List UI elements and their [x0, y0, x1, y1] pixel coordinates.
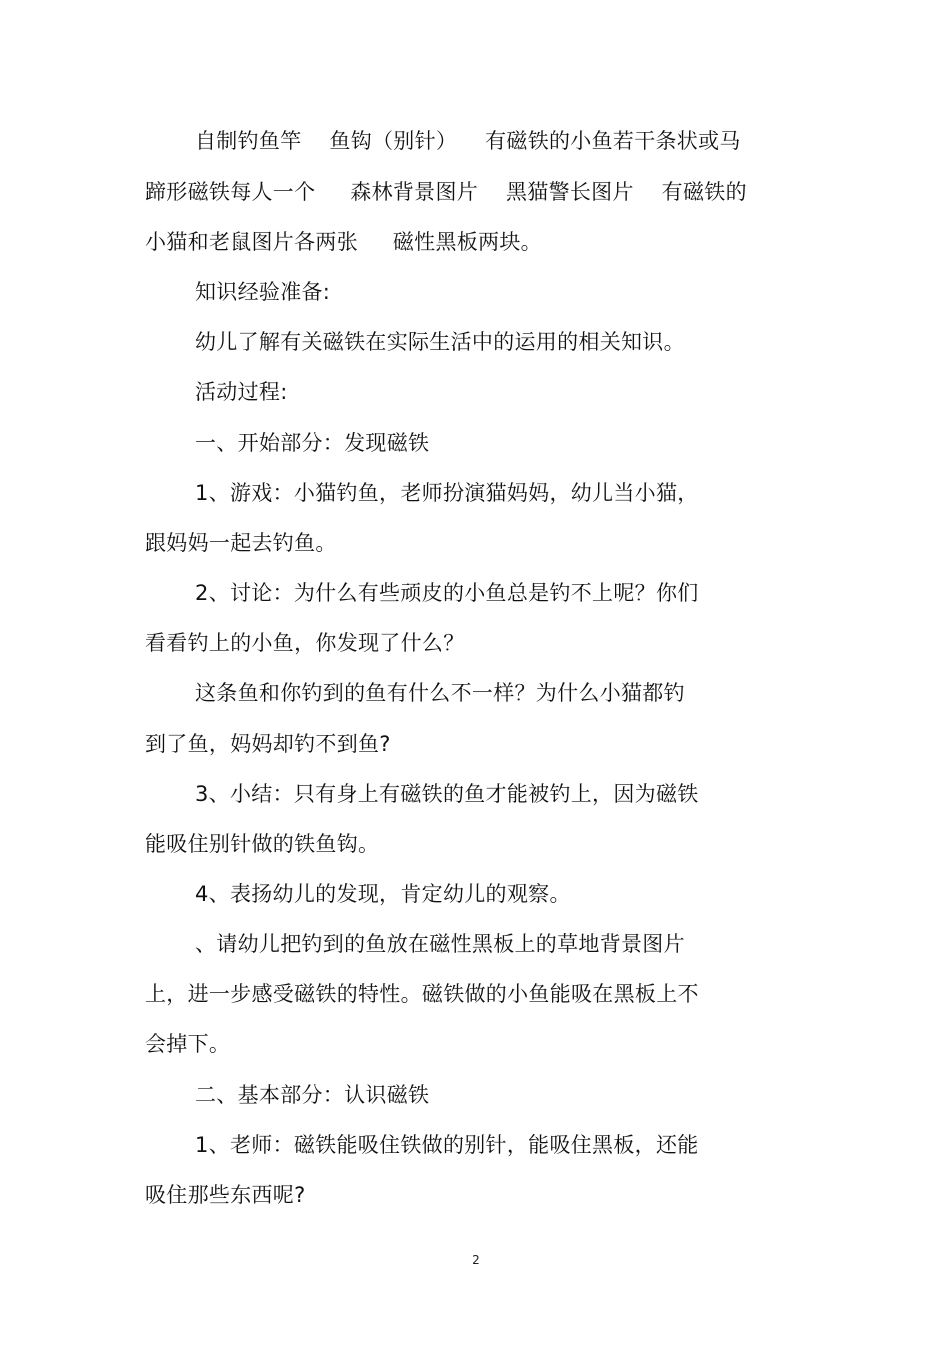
text-line-20: 二、基本部分：认识磁铁 — [195, 1083, 430, 1107]
text-line-9: 跟妈妈一起去钓鱼。 — [145, 531, 337, 555]
text-line-10: 2、讨论：为什么有些顽皮的小鱼总是钓不上呢？你们 — [195, 581, 699, 605]
text-line-11: 看看钓上的小鱼，你发现了什么？ — [145, 631, 465, 655]
page-number: 2 — [472, 1253, 480, 1267]
text-line-15: 能吸住别针做的铁鱼钩。 — [145, 832, 380, 856]
text-line-1: 自制钓鱼竿 鱼钩（别针） 有磁铁的小鱼若干条状或马 — [195, 129, 741, 153]
text-line-5: 幼儿了解有关磁铁在实际生活中的运用的相关知识。 — [195, 330, 685, 354]
text-line-21: 1、老师：磁铁能吸住铁做的别针，能吸住黑板，还能 — [195, 1133, 699, 1157]
text-line-16: 4、表扬幼儿的发现，肯定幼儿的观察。 — [195, 882, 571, 906]
text-line-8: 1、游戏：小猫钓鱼，老师扮演猫妈妈，幼儿当小猫， — [195, 481, 699, 505]
text-line-19: 会掉下。 — [145, 1032, 231, 1056]
text-line-12: 这条鱼和你钓到的鱼有什么不一样？为什么小猫都钓 — [195, 681, 685, 705]
text-line-2: 蹄形磁铁每人一个 森林背景图片 黑猫警长图片 有磁铁的 — [145, 180, 747, 204]
text-line-13: 到了鱼，妈妈却钓不到鱼? — [145, 732, 391, 756]
text-line-4: 知识经验准备: — [195, 280, 331, 304]
text-line-3: 小猫和老鼠图片各两张 磁性黑板两块。 — [145, 230, 542, 254]
text-line-7: 一、开始部分：发现磁铁 — [195, 431, 430, 455]
text-line-14: 3、小结：只有身上有磁铁的鱼才能被钓上，因为磁铁 — [195, 782, 699, 806]
text-line-18: 上，进一步感受磁铁的特性。磁铁做的小鱼能吸在黑板上不 — [145, 982, 699, 1006]
text-line-6: 活动过程: — [195, 380, 288, 404]
text-line-17: 、请幼儿把钓到的鱼放在磁性黑板上的草地背景图片 — [195, 932, 685, 956]
text-line-22: 吸住那些东西呢? — [145, 1183, 306, 1207]
